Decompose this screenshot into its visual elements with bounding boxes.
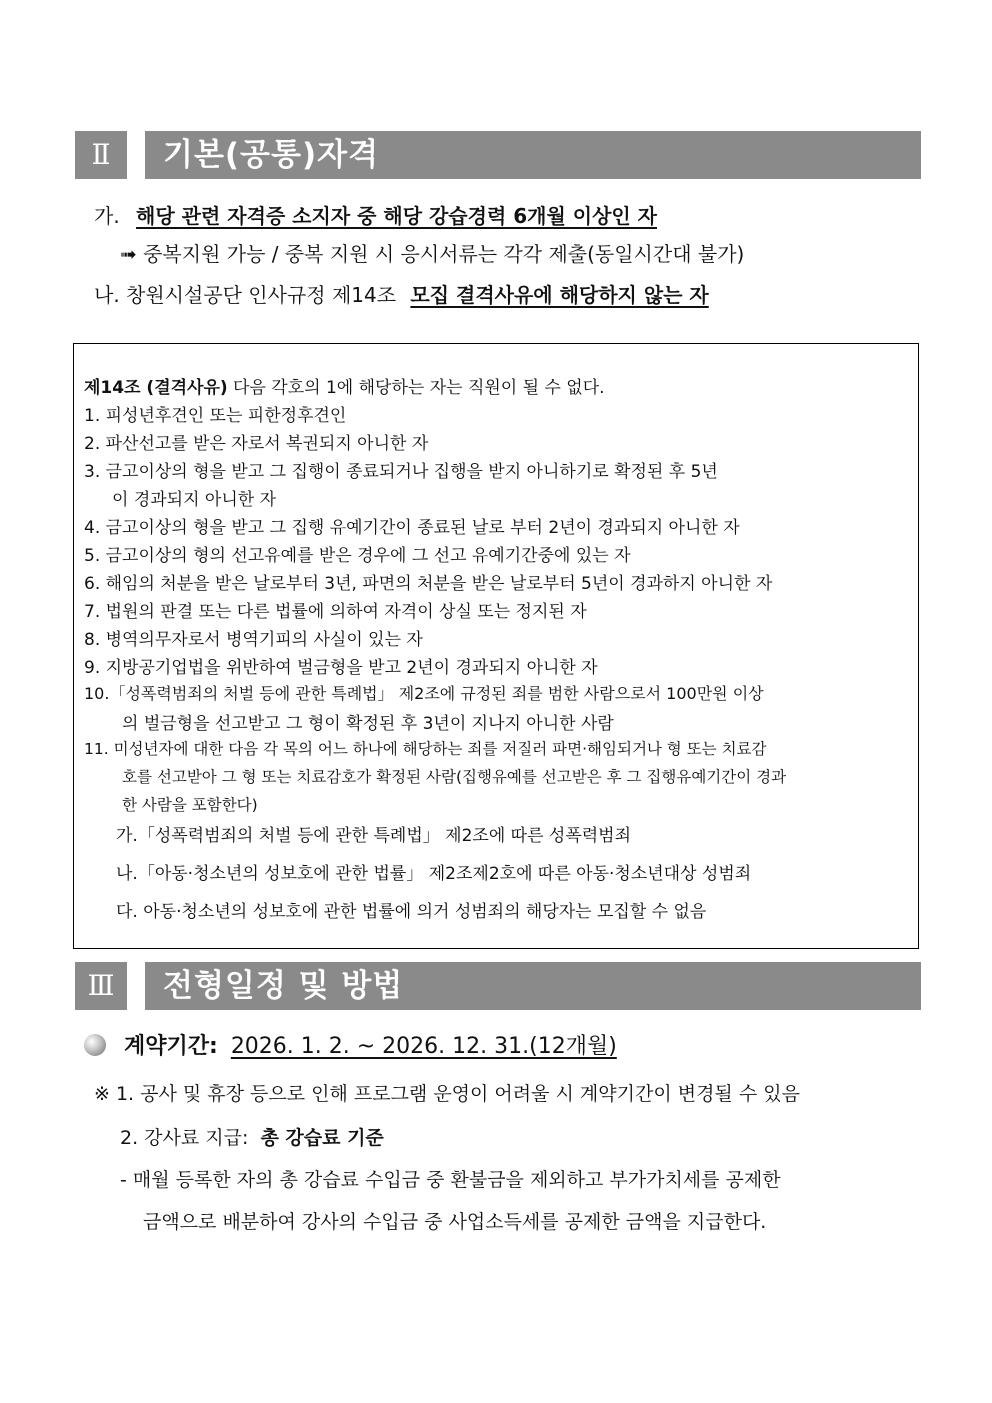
item-ga-note: ➟ 중복지원 가능 / 중복 지원 시 응시서류는 각각 제출(동일시간대 불가) <box>120 242 745 266</box>
article-line: 이 경과되지 아니한 자 <box>112 490 277 510</box>
article-line: 10.「성폭력범죄의 처벌 등에 관한 특례법」 제2조에 규정된 죄를 범한 사람으로서 100만원 이상 <box>84 684 764 703</box>
article-line: 한 사람을 포함한다) <box>122 796 258 814</box>
item-na-text: 나. 창원시설공단 인사규정 제14조 <box>94 283 397 307</box>
article-line: 의 벌금형을 선고받고 그 형이 확정된 후 3년이 지나지 아니한 사람 <box>122 714 614 734</box>
article-line: 7. 법원의 판결 또는 다른 법률에 의하여 자격이 상실 또는 정지된 자 <box>84 602 587 622</box>
note-2 <box>120 1123 384 1150</box>
section-2-header <box>75 131 921 179</box>
article-heading: 제14조 (결격사유) <box>84 378 228 398</box>
article-line: 11. 미성년자에 대한 다음 각 목의 어느 하나에 해당하는 죄를 저질러 파면·해임되거나 형 또는 치료감 <box>84 740 767 758</box>
article-line: 1. 피성년후견인 또는 피한정후견인 <box>84 406 347 426</box>
section-3-header <box>75 962 921 1010</box>
note-2-prefix: 2. 강사료 지급: <box>120 1127 249 1149</box>
contract-label: 계약기간: <box>124 1034 218 1059</box>
item-na-emphasis: 모집 결격사유에 해당하지 않는 자 <box>410 283 709 307</box>
item-ga-prefix: 가. <box>94 204 120 228</box>
article-heading-row <box>84 373 605 398</box>
section-3-title: 전형일정 및 방법 <box>145 962 921 1010</box>
article-line: 6. 해임의 처분을 받은 날로부터 3년, 파면의 처분을 받은 날로부터 5년이 경과하지 아니한 자 <box>84 574 773 594</box>
qualification-item-na <box>94 279 709 308</box>
article-intro: 다음 각호의 1에 해당하는 자는 직원이 될 수 없다. <box>227 378 605 398</box>
article-line: 2. 파산선고를 받은 자로서 복권되지 아니한 자 <box>84 434 429 454</box>
section-2-title: 기본(공통)자격 <box>145 131 921 179</box>
article-line: 3. 금고이상의 형을 받고 그 집행이 종료되거나 집행을 받지 아니하기로 확정된 후 5년 <box>84 462 718 482</box>
contract-value: 2026. 1. 2. ~ 2026. 12. 31.(12개월) <box>230 1034 617 1059</box>
article-line: 호를 선고받아 그 형 또는 치료감호가 확정된 사람(집행유예를 선고받은 후 그 집행유예기간이 경과 <box>122 768 787 786</box>
qualification-item-ga <box>94 200 657 229</box>
section-2-number: Ⅱ <box>75 131 127 179</box>
note-3-line-1: - 매월 등록한 자의 총 강습료 수입금 중 환불금을 제외하고 부가가치세를 공제한 <box>120 1169 781 1191</box>
note-3-line-2: 금액으로 배분하여 강사의 수입금 중 사업소득세를 공제한 금액을 지급한다. <box>143 1211 767 1233</box>
article-subitem: 가.「성폭력범죄의 처벌 등에 관한 특례법」 제2조에 따른 성폭력범죄 <box>116 826 632 846</box>
item-ga-text: 해당 관련 자격증 소지자 중 해당 강습경력 6개월 이상인 자 <box>136 204 657 228</box>
section-3-number: Ⅲ <box>75 962 127 1010</box>
article-subitem: 다. 아동·청소년의 성보호에 관한 법률에 의거 성범죄의 해당자는 모집할 수 없음 <box>116 902 707 922</box>
round-bullet-icon <box>84 1034 106 1056</box>
article-line: 5. 금고이상의 형의 선고유예를 받은 경우에 그 선고 유예기간중에 있는 자 <box>84 546 631 566</box>
article-line: 9. 지방공기업법을 위반하여 벌금형을 받고 2년이 경과되지 아니한 자 <box>84 658 598 678</box>
contract-period <box>124 1029 617 1060</box>
article-line: 8. 병역의무자로서 병역기피의 사실이 있는 자 <box>84 630 423 650</box>
article-line: 4. 금고이상의 형을 받고 그 집행 유예기간이 종료된 날로 부터 2년이 경과되지 아니한 자 <box>84 518 740 538</box>
note-1: ※ 1. 공사 및 휴장 등으로 인해 프로그램 운영이 어려울 시 계약기간이 변경될 수 있음 <box>94 1083 800 1105</box>
note-2-emphasis: 총 강습료 기준 <box>260 1127 384 1149</box>
article-14-box <box>73 343 919 949</box>
article-subitem: 나.「아동·청소년의 성보호에 관한 법률」 제2조제2호에 따른 아동·청소년대상 성범죄 <box>116 864 752 884</box>
